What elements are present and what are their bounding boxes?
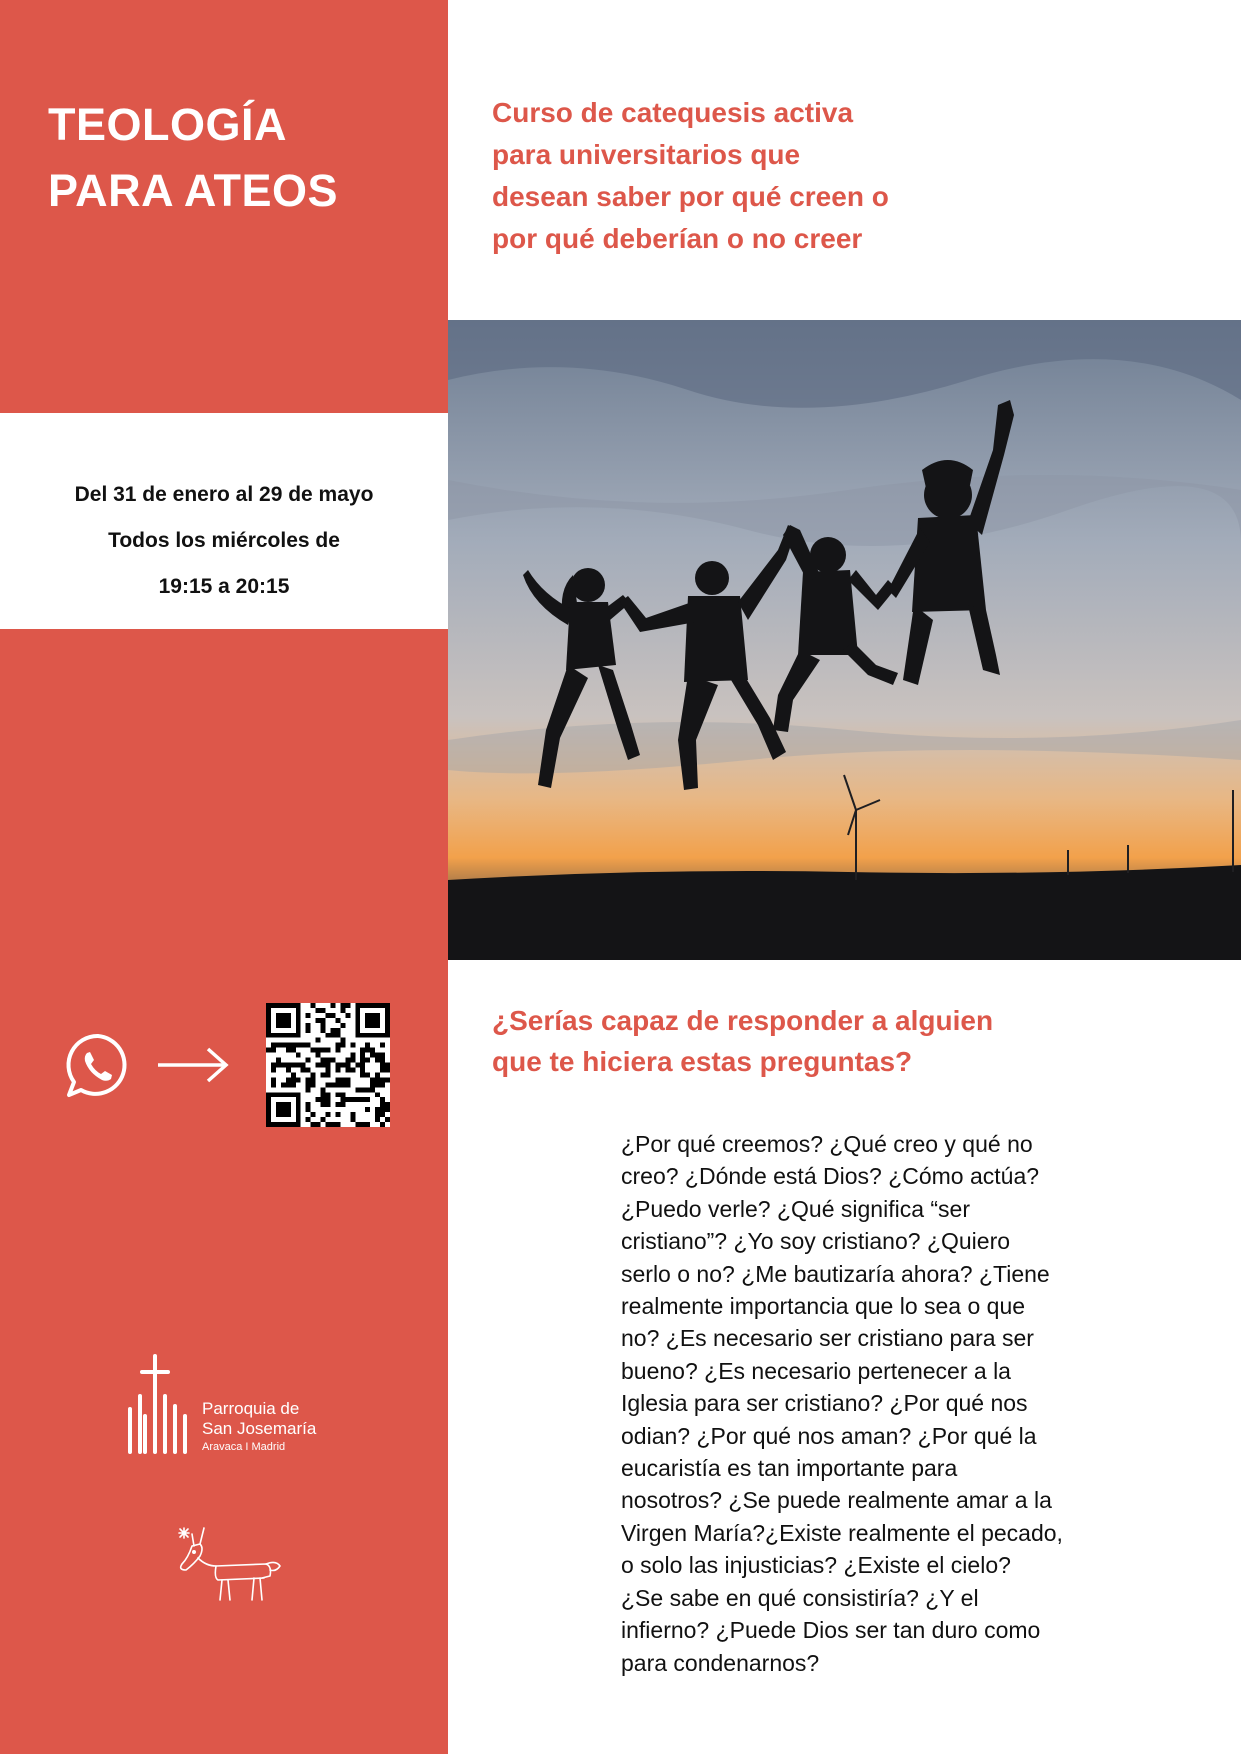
schedule: [0, 472, 448, 610]
questions-line: realmente importancia que lo sea o que: [621, 1293, 1026, 1320]
questions-line: ¿Por qué creemos? ¿Qué creo y qué no: [621, 1131, 1033, 1157]
questions-line: odian? ¿Por qué nos aman? ¿Por qué la: [621, 1422, 1037, 1449]
page-title: [48, 92, 338, 224]
schedule-dates: Del 31 de enero al 29 de mayo: [74, 483, 374, 506]
questions-line: serlo o no? ¿Me bautizaría ahora? ¿Tiene: [621, 1260, 1050, 1287]
questions-line: Iglesia para ser cristiano? ¿Por qué nos: [621, 1390, 1028, 1417]
subtitle-line: por qué deberían o no creer: [492, 223, 863, 254]
whatsapp-icon[interactable]: [62, 1030, 134, 1102]
questions-line: no? ¿Es necesario ser cristiano para ser: [621, 1325, 1034, 1352]
questions-line: infierno? ¿Puede Dios ser tan duro como: [621, 1617, 1041, 1644]
title-line-1: TEOLOGÍA: [48, 99, 287, 150]
questions-paragraph: [621, 1128, 1141, 1679]
title-line-2: PARA ATEOS: [48, 165, 339, 216]
parish-line-2: San Josemaría: [202, 1419, 317, 1438]
questions-line: nosotros? ¿Se puede realmente amar a la: [621, 1487, 1052, 1514]
questions-line: ¿Puedo verle? ¿Qué significa “ser: [621, 1195, 970, 1222]
donkey-drawing-icon: [170, 1520, 290, 1620]
questions-line: bueno? ¿Es necesario pertenecer a la: [621, 1357, 1011, 1384]
parish-line-1: Parroquia de: [202, 1399, 300, 1418]
parish-location: Aravaca I Madrid: [202, 1441, 286, 1453]
questions-line: Virgen María?¿Existe realmente el pecado,: [621, 1519, 1063, 1546]
question-line: que te hiciera estas preguntas?: [492, 1046, 913, 1077]
subtitle-line: para universitarios que: [492, 139, 801, 170]
questions-line: creo? ¿Dónde está Dios? ¿Cómo actúa?: [621, 1163, 1040, 1190]
subtitle-line: Curso de catequesis activa: [492, 97, 854, 128]
question-heading: [492, 1000, 993, 1082]
questions-line: cristiano”? ¿Yo soy cristiano? ¿Quiero: [621, 1228, 1011, 1255]
questions-line: eucaristía es tan importante para: [621, 1455, 958, 1482]
questions-line: ¿Se sabe en qué consistiría? ¿Y el: [621, 1584, 979, 1611]
schedule-time: 19:15 a 20:15: [158, 575, 290, 598]
question-line: ¿Serías capaz de responder a alguien: [492, 1005, 994, 1036]
questions-line: o solo las injusticias? ¿Existe el cielo?: [621, 1552, 1011, 1579]
questions-line: para condenarnos?: [621, 1649, 820, 1676]
parish-cross-logo-icon: [122, 1354, 202, 1454]
parish-name: [202, 1399, 316, 1454]
jumping-people-photo: [448, 320, 1241, 960]
qr-code[interactable]: [266, 1003, 390, 1127]
arrow-right-icon: [156, 1045, 232, 1085]
subtitle: [492, 92, 1012, 260]
subtitle-line: desean saber por qué creen o: [492, 181, 889, 212]
schedule-days: Todos los miércoles de: [108, 529, 340, 552]
